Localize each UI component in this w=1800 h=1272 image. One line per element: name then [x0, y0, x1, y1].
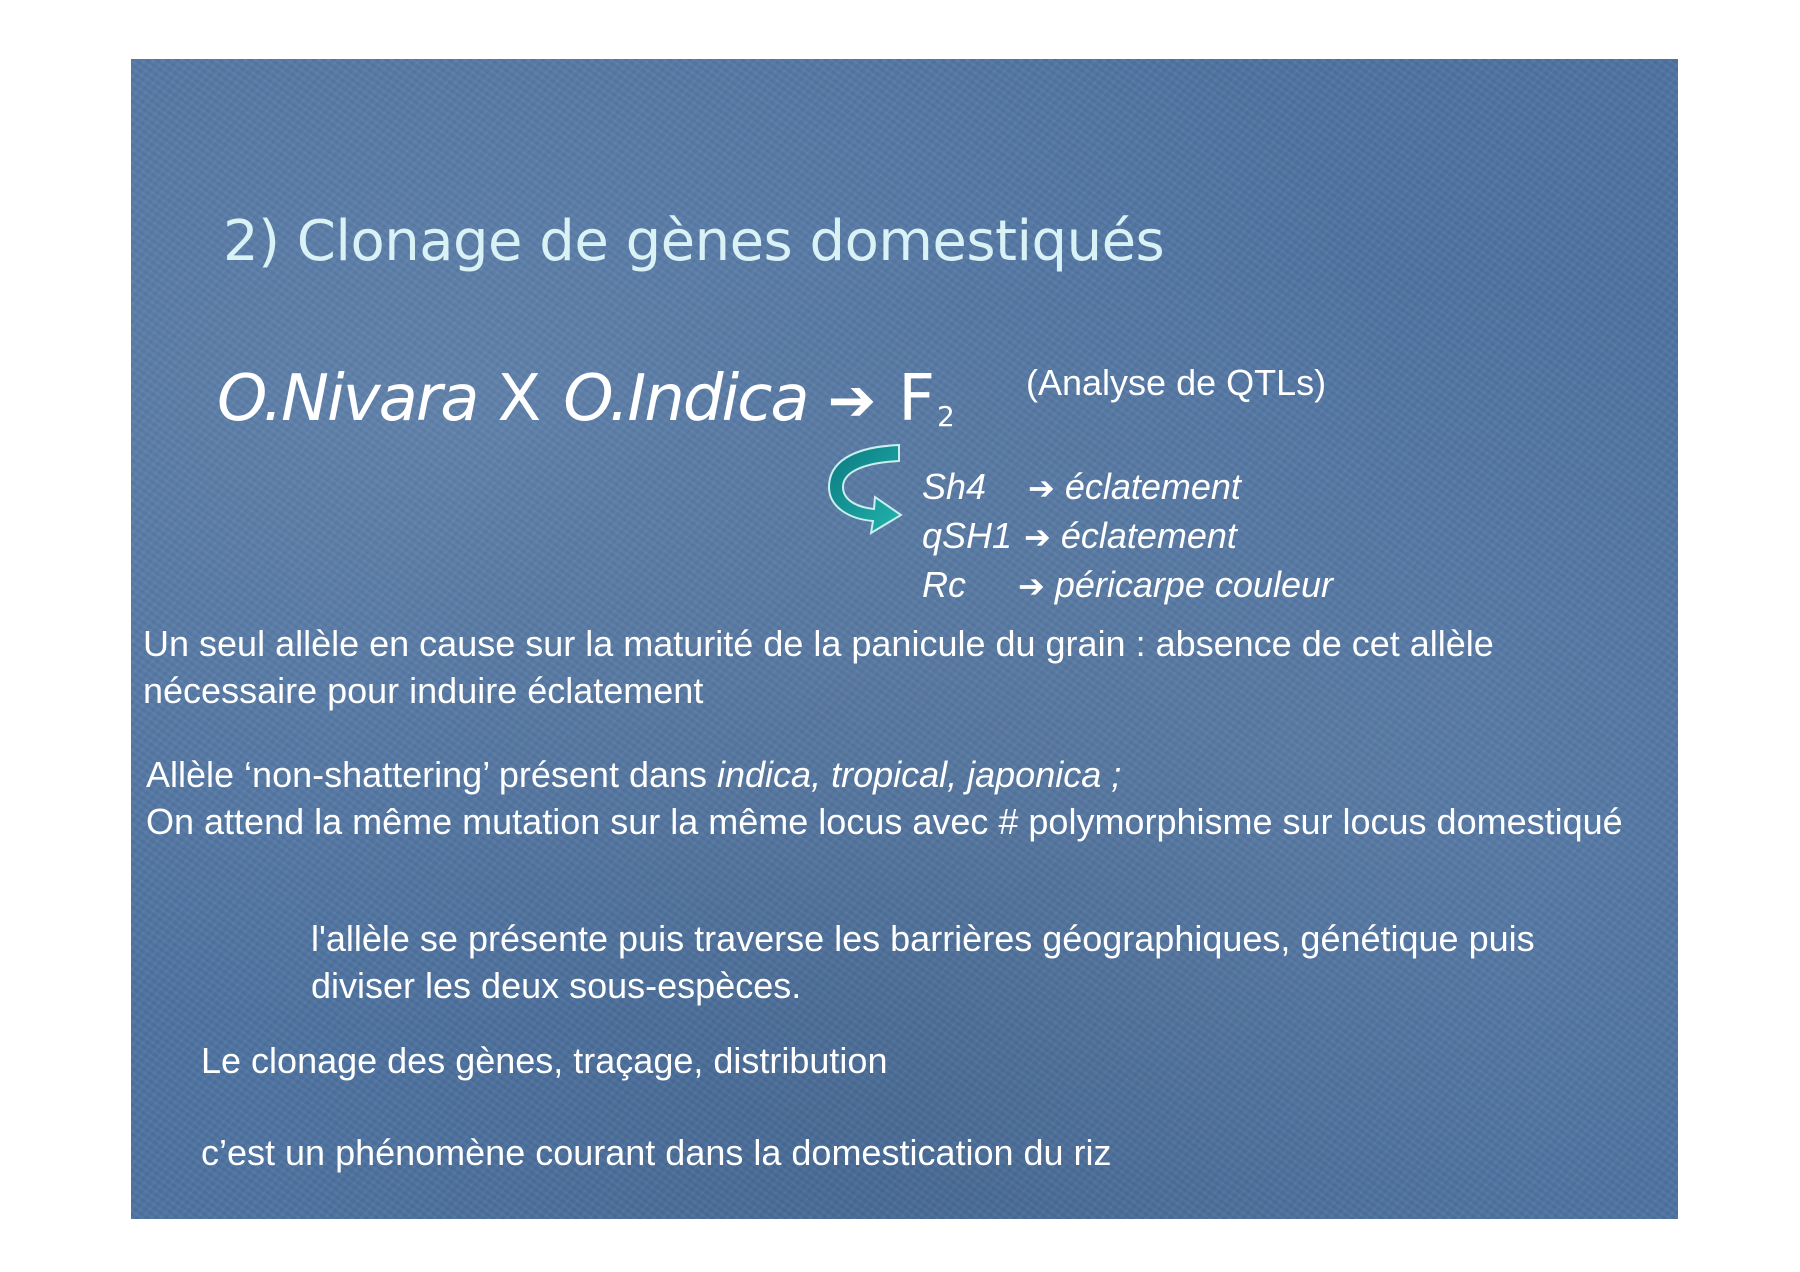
cross-result-subscript: 2: [937, 400, 955, 433]
cross-result-label: F: [898, 362, 936, 436]
gene-row: [922, 463, 1333, 512]
parent-species-1: O.Nivara: [217, 362, 478, 436]
paragraph-clonage: Le clonage des gènes, traçage, distribution: [201, 1040, 888, 1081]
right-arrow-icon: ➔: [1028, 470, 1055, 506]
gene-name: qSH1: [922, 515, 1013, 556]
gene-effect: éclatement: [1060, 515, 1237, 556]
paragraph-non-shattering: [146, 751, 1646, 845]
slide-title: 2) Clonage de gènes domestiqués: [223, 209, 1165, 274]
gene-effect: péricarpe couleur: [1054, 564, 1333, 605]
curved-arrow-icon: [821, 441, 903, 541]
right-arrow-icon: ➔: [1018, 568, 1045, 604]
gene-row: [922, 561, 1333, 610]
gene-name: Sh4: [922, 466, 987, 507]
qtl-note: (Analyse de QTLs): [1026, 362, 1327, 403]
cross-result: [898, 362, 955, 436]
gene-list: [922, 463, 1333, 610]
gene-name: Rc: [922, 564, 966, 605]
paragraph-allele-cause: Un seul allèle en cause sur la maturité de la panicule du grain : absence de cet allèle nécessaire pour induire éclatement: [143, 623, 1494, 711]
subspecies-list: indica, tropical, japonica ;: [717, 754, 1122, 795]
slide: [131, 59, 1678, 1219]
parent-species-2: O.Indica: [563, 362, 808, 436]
paragraph-line: [146, 751, 1646, 798]
paragraph-allele-spread: l'allèle se présente puis traverse les barrières géographiques, génétique puis diviser les deux sous-espèces.: [311, 918, 1535, 1006]
paragraph-text: Allèle ‘non-shattering’ présent dans: [146, 754, 718, 795]
gene-effect: éclatement: [1064, 466, 1241, 507]
cross-operator: X: [497, 362, 542, 436]
paragraph-conclusion: c’est un phénomène courant dans la domestication du riz: [201, 1132, 1112, 1173]
gene-row: [922, 512, 1333, 561]
right-arrow-icon: ➔: [1024, 519, 1051, 555]
paragraph-line: On attend la même mutation sur la même locus avec # polymorphisme sur locus domestiqué: [146, 801, 1623, 842]
right-arrow-icon: ➔: [827, 366, 877, 434]
